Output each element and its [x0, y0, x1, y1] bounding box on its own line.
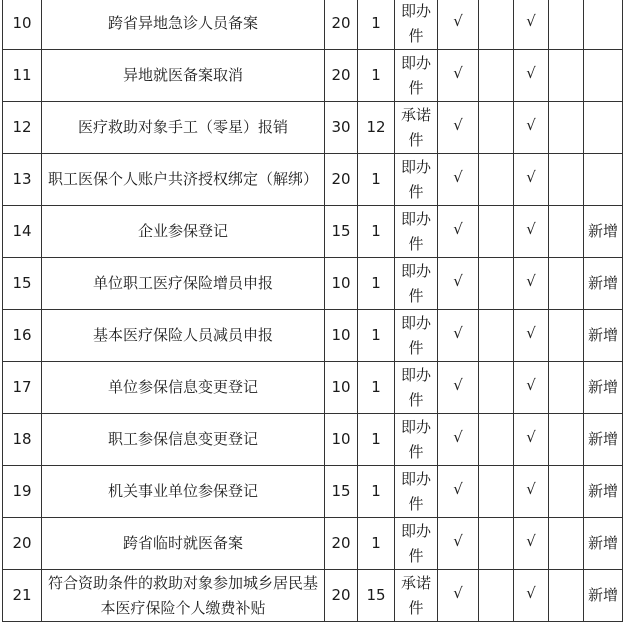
- row-number: 10: [12, 14, 32, 32]
- time-limit: 20: [331, 14, 351, 32]
- check-col-4-cell: [549, 206, 584, 258]
- table-row: [3, 50, 623, 102]
- checkmark-icon: √: [526, 584, 536, 602]
- item-type-cell: [395, 50, 438, 102]
- table-row: [3, 154, 623, 206]
- checkmark-icon: √: [453, 480, 463, 498]
- time-limit: 20: [331, 586, 351, 604]
- visit-count: 1: [371, 430, 381, 448]
- checkmark-icon: √: [453, 64, 463, 82]
- service-name: 单位职工医疗保险增员申报: [92, 274, 273, 292]
- row-number-cell: [3, 50, 42, 102]
- service-name-cell: [42, 518, 325, 570]
- checkmark-icon: √: [453, 376, 463, 394]
- check-col-3-cell: [514, 102, 549, 154]
- service-name: 异地就医备案取消: [122, 66, 243, 84]
- service-name-cell: [42, 102, 325, 154]
- checkmark-icon: √: [526, 12, 536, 30]
- check-col-3-cell: [514, 466, 549, 518]
- note-cell: [584, 414, 623, 466]
- visit-count: 1: [371, 534, 381, 552]
- item-type: 即办件: [400, 261, 431, 305]
- row-number: 19: [12, 482, 32, 500]
- note-cell: [584, 154, 623, 206]
- time-limit: 10: [331, 274, 351, 292]
- service-name: 医疗救助对象手工（零星）报销: [77, 118, 288, 136]
- checkmark-icon: √: [453, 272, 463, 290]
- time-limit-cell: [325, 258, 358, 310]
- table-row: [3, 362, 623, 414]
- row-number: 21: [12, 586, 32, 604]
- table-row: [3, 414, 623, 466]
- row-number: 17: [12, 378, 32, 396]
- table-row: [3, 310, 623, 362]
- item-type-cell: [395, 0, 438, 50]
- note-cell: [584, 310, 623, 362]
- item-type: 即办件: [400, 1, 431, 45]
- visit-count-cell: [358, 258, 395, 310]
- checkmark-icon: √: [526, 428, 536, 446]
- check-col-3-cell: [514, 0, 549, 50]
- checkmark-icon: √: [453, 168, 463, 186]
- check-col-3-cell: [514, 50, 549, 102]
- service-name: 跨省临时就医备案: [122, 534, 243, 552]
- visit-count-cell: [358, 154, 395, 206]
- item-type-cell: [395, 258, 438, 310]
- row-number-cell: [3, 310, 42, 362]
- checkmark-icon: √: [453, 324, 463, 342]
- time-limit-cell: [325, 102, 358, 154]
- check-col-2-cell: [479, 206, 514, 258]
- check-col-2-cell: [479, 466, 514, 518]
- service-items-table: [2, 0, 623, 622]
- service-name-cell: [42, 310, 325, 362]
- service-name-cell: [42, 50, 325, 102]
- note-cell: [584, 258, 623, 310]
- checkmark-icon: √: [453, 116, 463, 134]
- item-type: 即办件: [400, 313, 431, 357]
- visit-count-cell: [358, 570, 395, 622]
- item-type-cell: [395, 518, 438, 570]
- check-col-4-cell: [549, 0, 584, 50]
- check-col-2-cell: [479, 0, 514, 50]
- row-number: 20: [12, 534, 32, 552]
- row-number-cell: [3, 362, 42, 414]
- time-limit: 10: [331, 430, 351, 448]
- check-col-3-cell: [514, 362, 549, 414]
- visit-count-cell: [358, 466, 395, 518]
- visit-count-cell: [358, 50, 395, 102]
- check-col-1-cell: [438, 466, 479, 518]
- table-row: [3, 0, 623, 50]
- row-number: 18: [12, 430, 32, 448]
- checkmark-icon: √: [453, 584, 463, 602]
- checkmark-icon: √: [453, 428, 463, 446]
- visit-count: 1: [371, 326, 381, 344]
- time-limit-cell: [325, 206, 358, 258]
- check-col-4-cell: [549, 102, 584, 154]
- service-name: 基本医疗保险人员减员申报: [92, 326, 273, 344]
- check-col-2-cell: [479, 414, 514, 466]
- time-limit-cell: [325, 362, 358, 414]
- service-name-cell: [42, 0, 325, 50]
- item-type-cell: [395, 310, 438, 362]
- check-col-1-cell: [438, 310, 479, 362]
- visit-count: 1: [371, 222, 381, 240]
- check-col-2-cell: [479, 518, 514, 570]
- check-col-3-cell: [514, 518, 549, 570]
- check-col-1-cell: [438, 206, 479, 258]
- service-name-cell: [42, 466, 325, 518]
- note-cell: [584, 466, 623, 518]
- note: 新增: [587, 378, 618, 396]
- check-col-1-cell: [438, 362, 479, 414]
- checkmark-icon: √: [453, 220, 463, 238]
- row-number-cell: [3, 102, 42, 154]
- note-cell: [584, 570, 623, 622]
- service-name: 符合资助条件的救助对象参加城乡居民基本医疗保险个人缴费补贴: [47, 573, 318, 617]
- table-row: [3, 102, 623, 154]
- note-cell: [584, 0, 623, 50]
- visit-count: 1: [371, 170, 381, 188]
- note-cell: [584, 102, 623, 154]
- checkmark-icon: √: [526, 324, 536, 342]
- checkmark-icon: √: [526, 480, 536, 498]
- check-col-2-cell: [479, 258, 514, 310]
- visit-count: 1: [371, 66, 381, 84]
- checkmark-icon: √: [453, 12, 463, 30]
- check-col-4-cell: [549, 466, 584, 518]
- row-number-cell: [3, 466, 42, 518]
- note: 新增: [587, 274, 618, 292]
- item-type: 即办件: [400, 209, 431, 253]
- item-type-cell: [395, 102, 438, 154]
- row-number-cell: [3, 206, 42, 258]
- table-body: [3, 0, 623, 622]
- check-col-3-cell: [514, 154, 549, 206]
- visit-count: 1: [371, 274, 381, 292]
- time-limit: 20: [331, 66, 351, 84]
- row-number: 13: [12, 170, 32, 188]
- checkmark-icon: √: [526, 116, 536, 134]
- item-type: 即办件: [400, 157, 431, 201]
- check-col-1-cell: [438, 570, 479, 622]
- table-row: [3, 570, 623, 622]
- visit-count: 1: [371, 482, 381, 500]
- check-col-1-cell: [438, 102, 479, 154]
- row-number-cell: [3, 0, 42, 50]
- item-type: 承诺件: [400, 573, 431, 617]
- row-number-cell: [3, 258, 42, 310]
- service-name: 跨省异地急诊人员备案: [107, 14, 258, 32]
- check-col-4-cell: [549, 414, 584, 466]
- service-name-cell: [42, 258, 325, 310]
- visit-count-cell: [358, 102, 395, 154]
- check-col-2-cell: [479, 102, 514, 154]
- checkmark-icon: √: [526, 168, 536, 186]
- visit-count-cell: [358, 0, 395, 50]
- time-limit: 15: [331, 222, 351, 240]
- service-name-cell: [42, 154, 325, 206]
- table-row: [3, 518, 623, 570]
- service-name-cell: [42, 206, 325, 258]
- service-name-cell: [42, 570, 325, 622]
- time-limit-cell: [325, 310, 358, 362]
- visit-count: 1: [371, 378, 381, 396]
- table-row: [3, 466, 623, 518]
- item-type: 即办件: [400, 365, 431, 409]
- check-col-2-cell: [479, 154, 514, 206]
- check-col-2-cell: [479, 310, 514, 362]
- check-col-1-cell: [438, 50, 479, 102]
- check-col-1-cell: [438, 414, 479, 466]
- item-type-cell: [395, 206, 438, 258]
- check-col-3-cell: [514, 310, 549, 362]
- time-limit: 30: [331, 118, 351, 136]
- row-number-cell: [3, 154, 42, 206]
- check-col-4-cell: [549, 258, 584, 310]
- row-number: 14: [12, 222, 32, 240]
- service-name-cell: [42, 362, 325, 414]
- check-col-1-cell: [438, 154, 479, 206]
- check-col-2-cell: [479, 362, 514, 414]
- check-col-4-cell: [549, 310, 584, 362]
- visit-count-cell: [358, 518, 395, 570]
- item-type-cell: [395, 466, 438, 518]
- row-number: 12: [12, 118, 32, 136]
- visit-count-cell: [358, 310, 395, 362]
- item-type-cell: [395, 414, 438, 466]
- table-row: [3, 206, 623, 258]
- check-col-4-cell: [549, 518, 584, 570]
- check-col-4-cell: [549, 362, 584, 414]
- time-limit-cell: [325, 518, 358, 570]
- checkmark-icon: √: [526, 272, 536, 290]
- checkmark-icon: √: [526, 220, 536, 238]
- time-limit: 20: [331, 170, 351, 188]
- check-col-3-cell: [514, 570, 549, 622]
- service-name: 单位参保信息变更登记: [107, 378, 258, 396]
- service-name: 职工医保个人账户共济授权绑定（解绑）: [47, 170, 318, 188]
- row-number-cell: [3, 518, 42, 570]
- check-col-3-cell: [514, 258, 549, 310]
- time-limit-cell: [325, 154, 358, 206]
- row-number-cell: [3, 570, 42, 622]
- visit-count-cell: [358, 414, 395, 466]
- item-type-cell: [395, 154, 438, 206]
- item-type: 即办件: [400, 469, 431, 513]
- note: 新增: [587, 482, 618, 500]
- check-col-4-cell: [549, 50, 584, 102]
- table-row: [3, 258, 623, 310]
- check-col-4-cell: [549, 154, 584, 206]
- checkmark-icon: √: [526, 64, 536, 82]
- row-number: 11: [12, 66, 32, 84]
- item-type: 即办件: [400, 521, 431, 565]
- check-col-3-cell: [514, 206, 549, 258]
- service-name-cell: [42, 414, 325, 466]
- note-cell: [584, 206, 623, 258]
- time-limit-cell: [325, 50, 358, 102]
- note-cell: [584, 518, 623, 570]
- check-col-4-cell: [549, 570, 584, 622]
- visit-count-cell: [358, 206, 395, 258]
- item-type: 即办件: [400, 53, 431, 97]
- check-col-2-cell: [479, 50, 514, 102]
- item-type: 承诺件: [400, 105, 431, 149]
- service-name: 职工参保信息变更登记: [107, 430, 258, 448]
- item-type: 即办件: [400, 417, 431, 461]
- note-cell: [584, 50, 623, 102]
- visit-count: 12: [366, 118, 386, 136]
- checkmark-icon: √: [453, 532, 463, 550]
- note: 新增: [587, 586, 618, 604]
- note: 新增: [587, 222, 618, 240]
- check-col-2-cell: [479, 570, 514, 622]
- check-col-1-cell: [438, 0, 479, 50]
- time-limit-cell: [325, 570, 358, 622]
- visit-count: 15: [366, 586, 386, 604]
- checkmark-icon: √: [526, 376, 536, 394]
- check-col-1-cell: [438, 518, 479, 570]
- check-col-1-cell: [438, 258, 479, 310]
- service-name: 机关事业单位参保登记: [107, 482, 258, 500]
- check-col-3-cell: [514, 414, 549, 466]
- row-number: 16: [12, 326, 32, 344]
- item-type-cell: [395, 362, 438, 414]
- time-limit-cell: [325, 414, 358, 466]
- time-limit: 10: [331, 326, 351, 344]
- row-number: 15: [12, 274, 32, 292]
- note: 新增: [587, 326, 618, 344]
- visit-count-cell: [358, 362, 395, 414]
- time-limit: 20: [331, 534, 351, 552]
- time-limit: 10: [331, 378, 351, 396]
- time-limit-cell: [325, 0, 358, 50]
- note-cell: [584, 362, 623, 414]
- time-limit: 15: [331, 482, 351, 500]
- row-number-cell: [3, 414, 42, 466]
- checkmark-icon: √: [526, 532, 536, 550]
- note: 新增: [587, 534, 618, 552]
- item-type-cell: [395, 570, 438, 622]
- service-name: 企业参保登记: [137, 222, 228, 240]
- visit-count: 1: [371, 14, 381, 32]
- note: 新增: [587, 430, 618, 448]
- time-limit-cell: [325, 466, 358, 518]
